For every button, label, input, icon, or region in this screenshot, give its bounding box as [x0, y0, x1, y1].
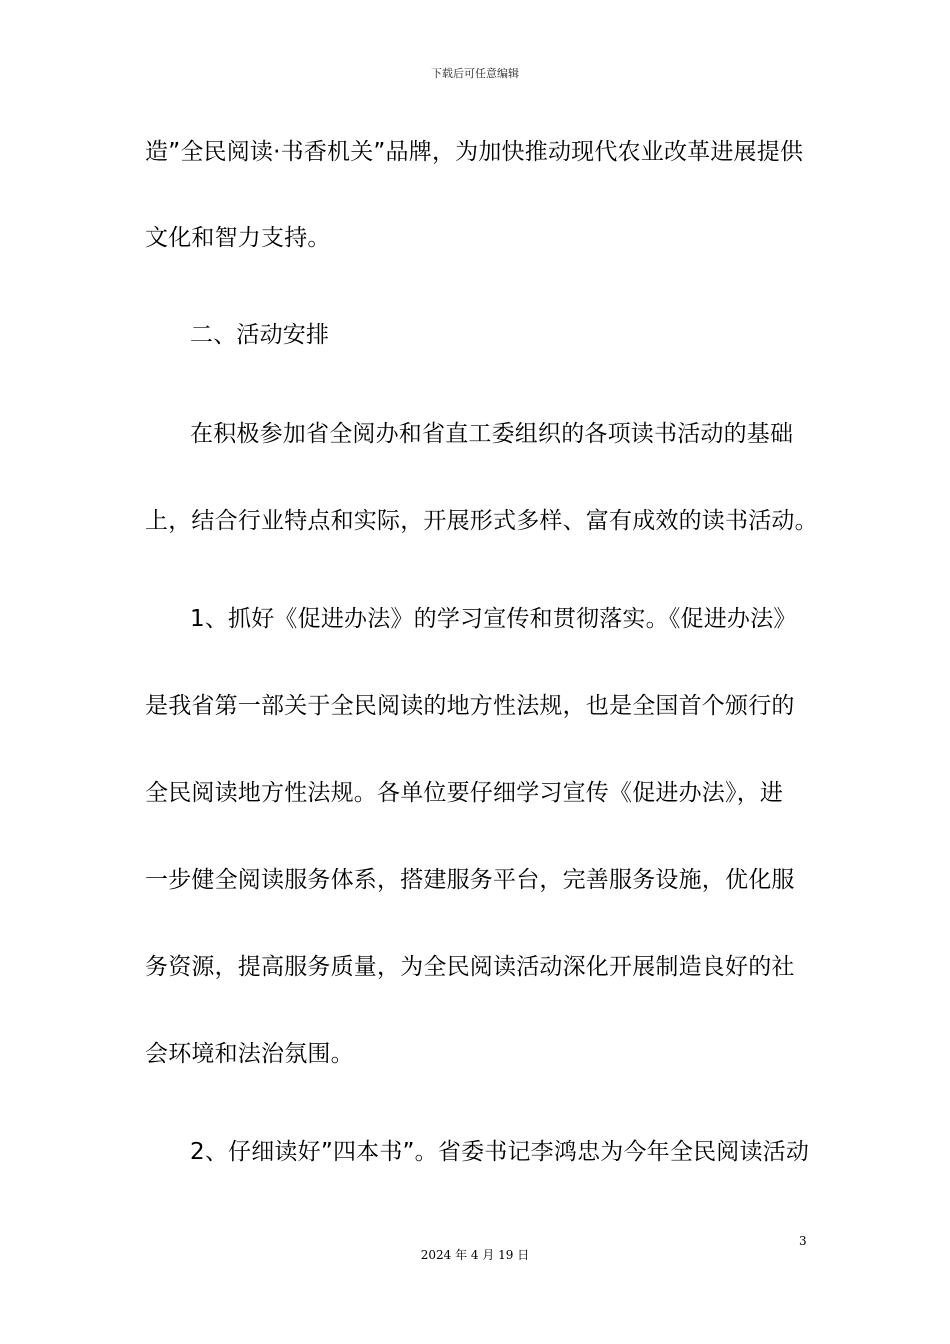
- body-line-11: 2、仔细读好”四本书”。省委书记李鸿忠为今年全民阅读活动: [190, 1139, 810, 1165]
- body-line-8: 一步健全阅读服务体系，搭建服务平台，完善服务设施，优化服: [145, 867, 795, 893]
- body-line-6: 是我省第一部关于全民阅读的地方性法规，也是全国首个颁行的: [145, 693, 795, 719]
- body-line-3: 在积极参加省全阅办和省直工委组织的各项读书活动的基础: [190, 421, 794, 447]
- body-line-2: 文化和智力支持。: [145, 225, 331, 251]
- body-line-1: 造”全民阅读·书香机关”品牌，为加快推动现代农业改革进展提供: [145, 139, 804, 165]
- body-line-10: 会环境和法治氛围。: [145, 1041, 354, 1067]
- body-line-4: 上，结合行业特点和实际，开展形式多样、富有成效的读书活动。: [145, 508, 818, 534]
- footer-date: 2024 年 4 月 19 日: [420, 1248, 530, 1262]
- page-number: 3: [799, 1234, 807, 1248]
- page-header: 下载后可任意编辑: [431, 67, 519, 80]
- section-heading: 二、活动安排: [190, 322, 330, 348]
- body-line-9: 务资源，提高服务质量，为全民阅读活动深化开展制造良好的社: [145, 954, 795, 980]
- body-line-5: 1、抓好《促进办法》的学习宣传和贯彻落实。《促进办法》: [190, 606, 797, 632]
- body-line-7: 全民阅读地方性法规。各单位要仔细学习宣传《促进办法》，进: [145, 780, 784, 806]
